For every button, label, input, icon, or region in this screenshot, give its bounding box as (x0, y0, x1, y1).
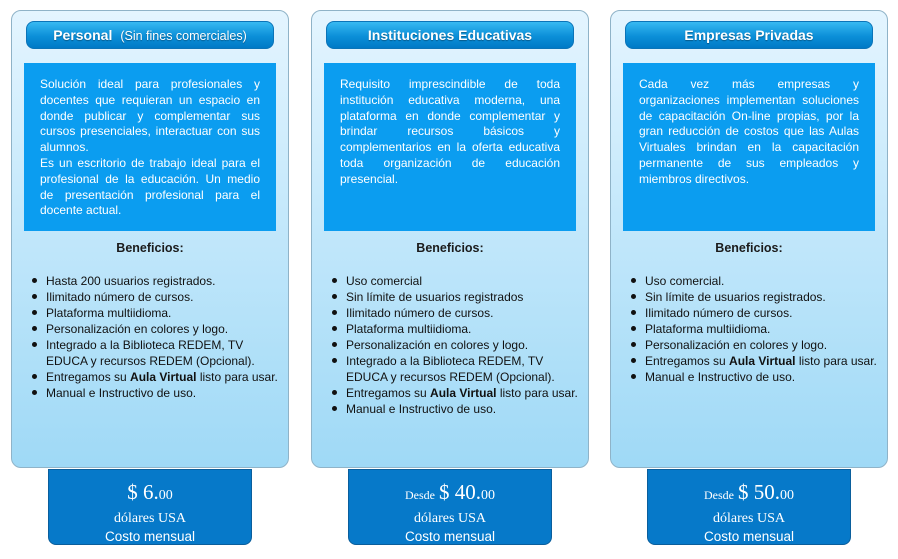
price-cents: 00 (158, 488, 173, 503)
benefit-text: Entregamos su (346, 386, 431, 400)
benefit-item: Uso comercial. (631, 273, 879, 289)
benefit-item: Plataforma multiidioma. (332, 321, 580, 337)
benefit-item: Manual e Instructivo de uso. (631, 369, 879, 385)
plan-title: Empresas Privadas (684, 27, 814, 43)
plan-header[interactable] (625, 21, 873, 49)
benefit-item: Ilimitado número de cursos. (32, 289, 280, 305)
benefit-item: Manual e Instructivo de uso. (32, 385, 280, 401)
plan-subtitle: (Sin fines comerciales) (120, 29, 247, 43)
benefit-item: Personalización en colores y logo. (32, 321, 280, 337)
benefits-list (631, 273, 879, 385)
price-period: Costo mensual (703, 529, 795, 544)
price-box-empresas[interactable] (647, 469, 851, 545)
benefit-item: Ilimitado número de cursos. (332, 305, 580, 321)
description-paragraph: Solución ideal para profesionales y docentes que requieran un espacio en donde publicar y complementar sus cursos presenciales, interactuar con sus alumnos. (40, 77, 260, 155)
price-box-personal[interactable] (48, 469, 252, 545)
price-period: Costo mensual (104, 529, 196, 544)
plan-description (623, 63, 875, 231)
price-prefix: Desde (704, 488, 734, 502)
price-box-instituciones[interactable] (348, 469, 552, 545)
benefits-list (332, 273, 580, 417)
price-prefix: Desde (405, 488, 435, 502)
benefits-title: Beneficios: (416, 241, 484, 255)
benefit-highlight: Aula Virtual (430, 386, 497, 400)
price-currency: dólares USA (114, 511, 186, 526)
benefit-text: listo para usar. (795, 354, 877, 368)
benefit-item: Sin límite de usuarios registrados (332, 289, 580, 305)
benefit-item: Personalización en colores y logo. (631, 337, 879, 353)
price-value: $ 40. (439, 480, 481, 504)
plan-description (324, 63, 576, 231)
benefit-highlight: Aula Virtual (130, 370, 197, 384)
plan-card-instituciones (311, 10, 589, 468)
benefit-item: Manual e Instructivo de uso. (332, 401, 580, 417)
benefit-item: Plataforma multiidioma. (631, 321, 879, 337)
price-amount (49, 480, 251, 508)
benefit-text: listo para usar. (496, 386, 578, 400)
price-currency: dólares USA (414, 511, 486, 526)
benefit-item (32, 369, 280, 385)
benefit-item: Uso comercial (332, 273, 580, 289)
plan-header[interactable] (326, 21, 574, 49)
price-amount (648, 480, 850, 508)
plan-card-empresas (610, 10, 888, 468)
price-value: $ 6. (127, 480, 159, 504)
price-cents: 00 (780, 488, 794, 503)
benefit-item: Ilimitado número de cursos. (631, 305, 879, 321)
price-value: $ 50. (738, 480, 780, 504)
benefit-item: Sin límite de usuarios registrados. (631, 289, 879, 305)
benefit-highlight: Aula Virtual (729, 354, 796, 368)
benefits-title: Beneficios: (116, 241, 184, 255)
benefit-item (332, 385, 580, 401)
benefit-text: listo para usar. (196, 370, 278, 384)
benefit-text: Entregamos su (46, 370, 131, 384)
price-cents: 00 (481, 488, 495, 503)
price-currency: dólares USA (713, 511, 785, 526)
description-paragraph: Cada vez más empresas y organizaciones implementan soluciones de capacitación On-line propias, por la gran reducción de costos que las Aulas Virtuales brindan en la capacitación permanente de sus empleados y miembros directivos. (639, 77, 859, 186)
benefits-list (32, 273, 280, 401)
benefit-item (631, 353, 879, 369)
benefit-text: Entregamos su (645, 354, 730, 368)
plan-card-personal (11, 10, 289, 468)
description-paragraph: Requisito imprescindible de toda institución educativa moderna, una plataforma en donde complementar y brindar recursos básicos y complementarios en la oferta educativa toda organización de educación presencial. (340, 77, 560, 186)
benefit-item: Personalización en colores y logo. (332, 337, 580, 353)
description-paragraph: Es un escritorio de trabajo ideal para el profesional de la educación. Un medio de presentación profesional para el docente actual. (40, 155, 260, 218)
price-period: Costo mensual (404, 529, 496, 544)
plan-title: Personal (53, 27, 113, 43)
benefit-item: Hasta 200 usuarios registrados. (32, 273, 280, 289)
benefit-item: Integrado a la Biblioteca REDEM, TV EDUCA y recursos REDEM (Opcional). (32, 337, 280, 369)
benefits-title: Beneficios: (715, 241, 783, 255)
price-amount (349, 480, 551, 508)
plan-title: Instituciones Educativas (367, 27, 533, 43)
plan-description (24, 63, 276, 231)
benefit-item: Integrado a la Biblioteca REDEM, TV EDUCA y recursos REDEM (Opcional). (332, 353, 580, 385)
benefit-item: Plataforma multiidioma. (32, 305, 280, 321)
plan-header[interactable] (26, 21, 274, 49)
